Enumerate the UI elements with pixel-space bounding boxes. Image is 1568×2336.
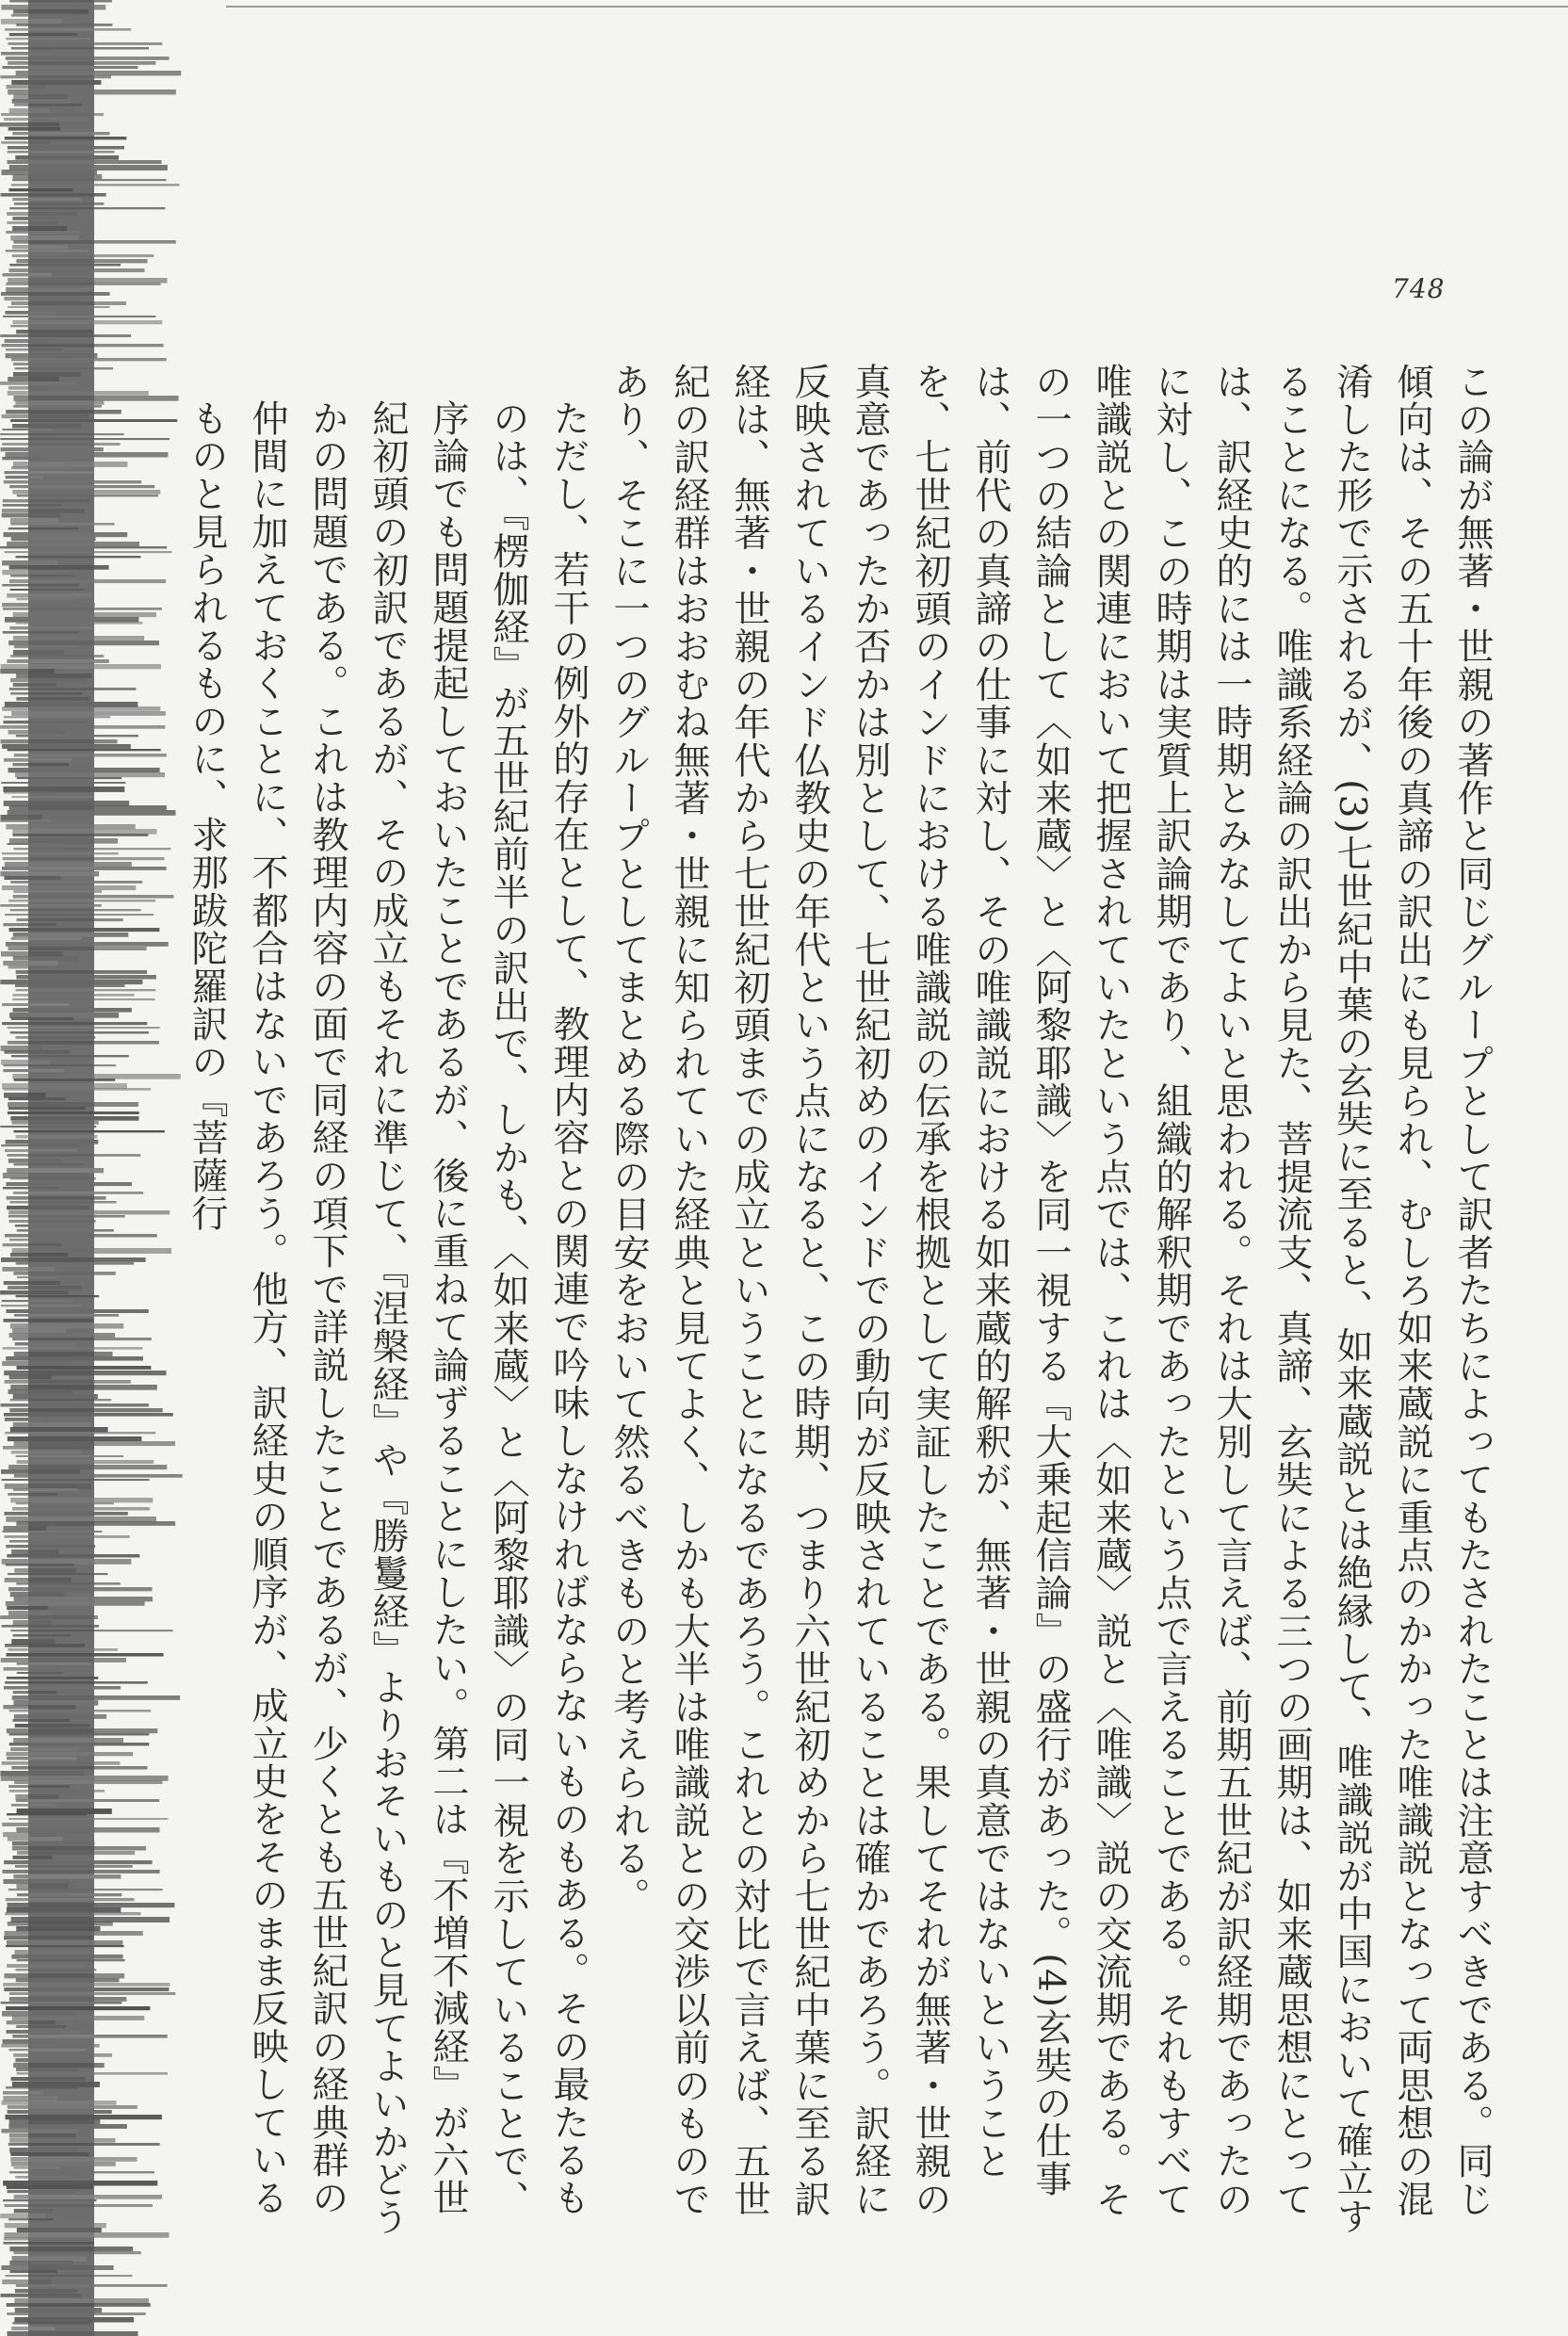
scan-binding-edge bbox=[0, 0, 198, 2336]
paragraph-1: この論が無著・世親の著作と同じグループとして訳者たちによってもたされたことは注意すべきである。同じ傾向は、その五十年後の真諦の訳出にも見られ、むしろ如来蔵説に重点のかかった唯識説となって両思想の混淆した形で示されるが、(3)七世紀中葉の玄奘に至ると、如来蔵説とは絶縁して、唯識説が中国において確立することになる。唯識系経論の訳出から見た、菩提流支、真諦、玄奘による三つの画期は、如来蔵思想にとっては、訳経史的には一時期とみなしてよいと思われる。それは大別して言えば、前期五世紀が訳経期であったのに対し、この時期は実質上訳論期であり、組織的解釈期であったという点で言えることである。それもすべて唯識説との関連において把握されていたという点では、これは〈如来蔵〉説と〈唯識〉説の交流期である。その一つの結論として〈如来蔵〉と〈阿黎耶識〉を同一視する『大乗起信論』の盛行があった。(4)玄奘の仕事は、前代の真諦の仕事に対し、その唯識説における如来蔵的解釈が、無著・世親の真意ではないということを、七世紀初頭のインドにおける唯識説の伝承を根拠として実証したことである。果してそれが無著・世親の真意であったか否かは別として、七世紀初めのインドでの動向が反映されていることは確かであろう。訳経に反映されているインド仏教史の年代という点になると、この時期、つまり六世紀初めから七世紀中葉に至る訳経は、無著・世親の年代から七世紀初頭までの成立ということになるであろう。これとの対比で言えば、五世紀の訳経群はおおむね無著・世親に知られていた経典と見てよく、しかも大半は唯識説との交渉以前のものであり、そこに一つのグループとしてまとめる際の目安をおいて然るべきものと考えられる。 bbox=[607, 363, 1494, 2236]
paragraph-2: ただし、若干の例外的存在として、教理内容との関連で吟味しなければならないものもある。その最たるものは、『楞伽経』が五世紀前半の訳出で、しかも、〈如来蔵〉と〈阿黎耶識〉の同一視を示していることで、序論でも問題提起しておいたことであるが、後に重ねて論ずることにしたい。第二は『不増不減経』が六世紀初頭の初訳であるが、その成立もそれに準じて、『涅槃経』や『勝鬘経』よりおそいものと見てよいかどうかの問題である。これは教理内容の面で同経の項下で詳説したことであるが、少くとも五世紀訳の経典群の仲間に加えておくことに、不都合はないであろう。他方、訳経史の順序が、成立史をそのまま反映しているものと見られるものに、求那跋陀羅訳の『菩薩行 bbox=[186, 399, 590, 2237]
body-text bbox=[186, 363, 1502, 2242]
top-rule bbox=[226, 0, 1568, 8]
page-number: 748 bbox=[1392, 273, 1446, 304]
